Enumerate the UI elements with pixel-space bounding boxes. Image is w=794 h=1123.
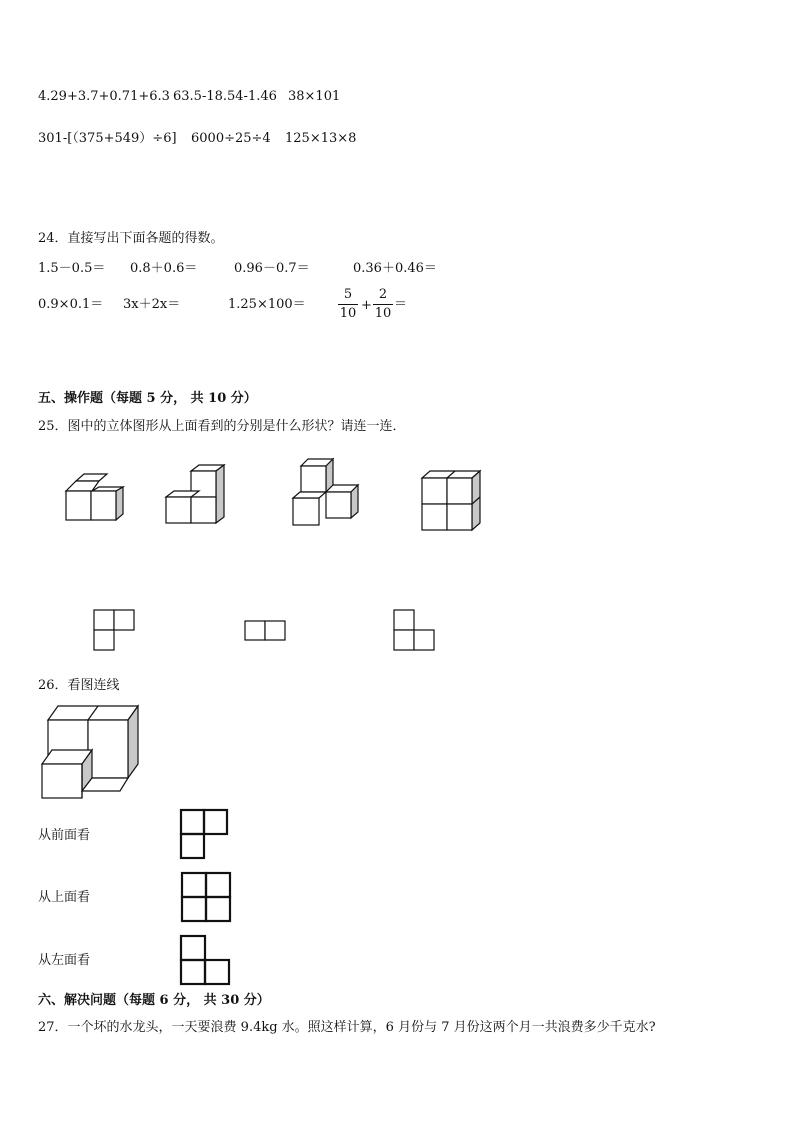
view-label-left: 从左面看 [38,953,91,968]
q24-item-2: 0.8＋0.6＝ [130,261,198,276]
fraction-denominator: 10 [339,306,357,321]
fraction-numerator: 2 [378,287,388,302]
q24-item-6: 3x＋2x＝ [123,297,181,312]
q24-item-4: 0.36＋0.46＝ [353,261,437,276]
fraction-denominator: 10 [374,306,392,321]
plus-sign: + [361,298,372,313]
q24-item-5: 0.9×0.1＝ [38,297,104,312]
question-25-title: 25．图中的立体图形从上面看到的分别是什么形状？请连一连． [38,419,406,434]
calc-expr-4: 301-[（375+549）÷6] [38,131,177,146]
section-6-heading: 六、解决问题（每题 6 分， 共 30 分） [38,993,270,1008]
calc-expr-2: 63.5-18.54-1.46 [173,89,277,104]
calc-expr-5: 6000÷25÷4 [191,131,271,146]
q24-item-3: 0.96－0.7＝ [234,261,310,276]
calc-expr-3: 38×101 [288,89,341,104]
view-label-top: 从上面看 [38,890,91,905]
equals-sign: ＝ [394,297,408,312]
view-label-front: 从前面看 [38,828,91,843]
calc-expr-6: 125×13×8 [285,131,357,146]
question-26-title: 26．看图连线 [38,678,120,693]
question-27-text: 27．一个坏的水龙头，一天要浪费 9.4kg 水。照这样计算，6 月份与 7 月份这两个月一共浪费多少千克水? [38,1020,656,1035]
question-24-title: 24．直接写出下面各题的得数。 [38,231,224,246]
calc-expr-1: 4.29+3.7+0.71+6.3 [38,89,170,104]
q24-item-1: 1.5－0.5＝ [38,261,106,276]
q24-item-7: 1.25×100＝ [228,297,306,312]
fraction-numerator: 5 [343,287,353,302]
section-5-heading: 五、操作题（每题 5 分， 共 10 分） [38,391,257,406]
